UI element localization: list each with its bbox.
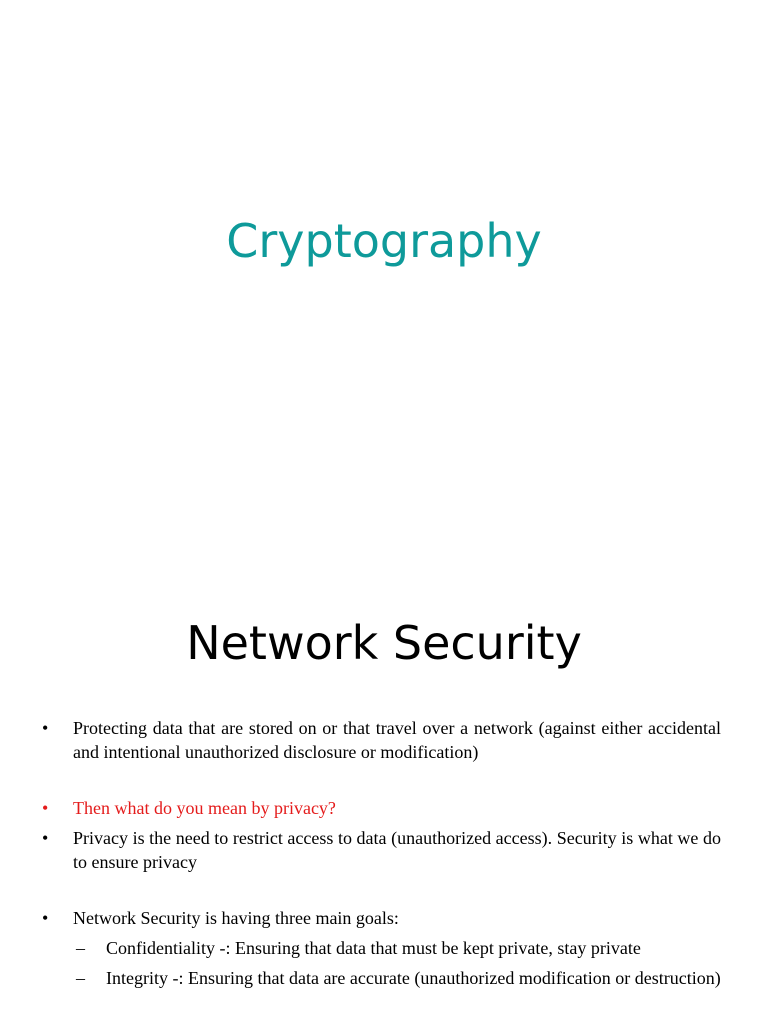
bullet-icon: • bbox=[42, 798, 49, 818]
slide-network-security bbox=[0, 576, 768, 1024]
sub-bullet-item bbox=[40, 966, 721, 990]
dash-icon: – bbox=[76, 968, 85, 988]
bullet-text: Protecting data that are stored on or that travel over a network (against either accidental and intentional unauthorized disclosure or modification) bbox=[73, 718, 721, 762]
bullet-item-highlight bbox=[40, 796, 721, 820]
slide-title: Cryptography bbox=[226, 214, 542, 268]
bullet-item bbox=[40, 716, 721, 764]
slide-title: Network Security bbox=[186, 616, 582, 670]
bullet-item bbox=[40, 826, 721, 874]
sub-bullet-item bbox=[40, 936, 721, 960]
bullet-text: Privacy is the need to restrict access to data (unauthorized access). Security is what we do to ensure privacy bbox=[73, 828, 721, 872]
bullet-icon: • bbox=[42, 828, 49, 848]
bullet-text: Then what do you mean by privacy? bbox=[73, 798, 336, 818]
bullet-icon: • bbox=[42, 908, 49, 928]
bullet-icon: • bbox=[42, 718, 49, 738]
slide-body bbox=[40, 716, 721, 990]
dash-icon: – bbox=[76, 938, 85, 958]
sub-bullet-text: Integrity -: Ensuring that data are accurate (unauthorized modification or destruction) bbox=[106, 968, 721, 988]
bullet-item bbox=[40, 906, 721, 930]
sub-bullet-text: Confidentiality -: Ensuring that data that must be kept private, stay private bbox=[106, 938, 641, 958]
bullet-text: Network Security is having three main goals: bbox=[73, 908, 399, 928]
